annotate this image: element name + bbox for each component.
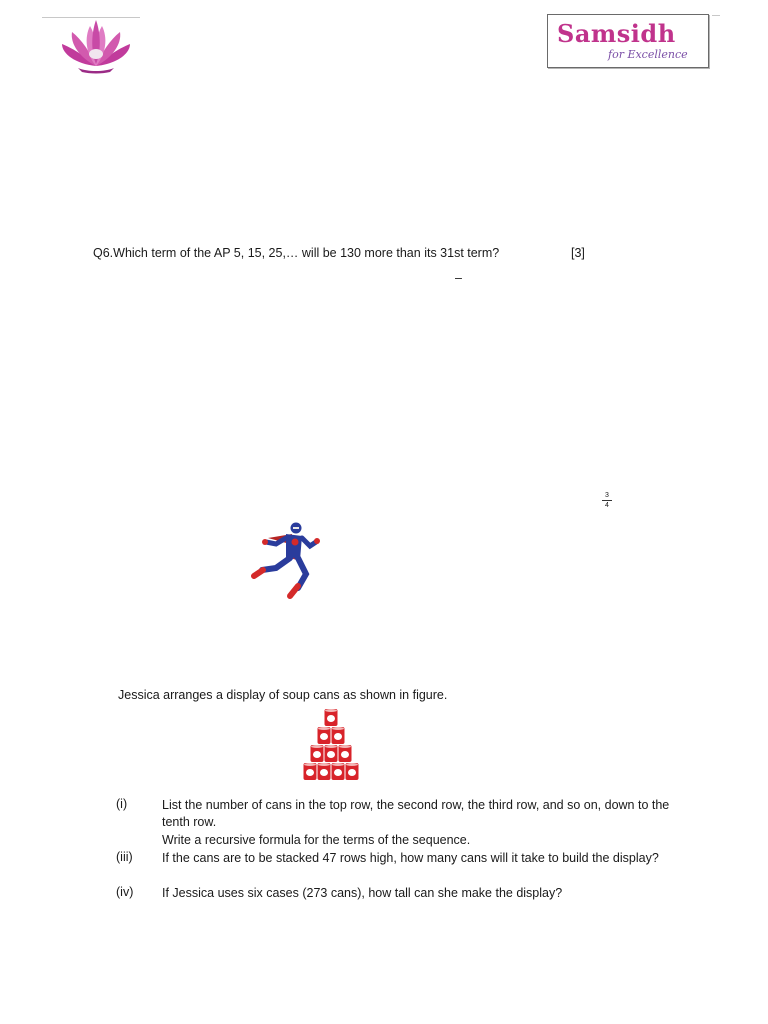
lotus-logo-icon [58, 18, 134, 74]
item-text: If Jessica uses six cases (273 cans), how tall can she make the display? [162, 886, 563, 900]
question-6-marks: [3] [571, 246, 585, 260]
case-study-intro: Jessica arranges a display of soup cans as shown in figure. [118, 688, 448, 702]
question-6-text: Q6.Which term of the AP 5, 15, 25,… will be 130 more than its 31st term? [93, 246, 500, 260]
brand-logo [547, 14, 709, 68]
soup-can-label [306, 769, 314, 776]
running-superhero-icon [250, 518, 330, 602]
brand-tagline: for Excellence [608, 48, 688, 61]
soup-can-lid [332, 763, 344, 766]
header-rule-right [712, 15, 720, 16]
soup-can-label [327, 751, 335, 758]
soup-can-stack-icon [302, 705, 360, 781]
soup-can-label [341, 751, 349, 758]
fraction-note [602, 491, 612, 510]
soup-can-label [334, 769, 342, 776]
item-number: (iv) [116, 885, 134, 899]
soup-can-label [320, 733, 328, 740]
soup-can-label [313, 751, 321, 758]
soup-can-lid [325, 745, 337, 748]
item-text: Write a recursive formula for the terms of the sequence. [162, 833, 471, 847]
fraction-numerator: 3 [602, 491, 612, 501]
soup-can-label [348, 769, 356, 776]
item-text: List the number of cans in the top row, the second row, the third row, and so on, down to the tenth row. [162, 798, 670, 829]
soup-can-lid [304, 763, 316, 766]
soup-can-lid [318, 763, 330, 766]
soup-can-lid [332, 727, 344, 730]
soup-can-lid [311, 745, 323, 748]
item-number: (i) [116, 797, 128, 811]
soup-can-lid [346, 763, 358, 766]
soup-can-lid [318, 727, 330, 730]
stray-dash: – [455, 271, 462, 285]
soup-can-label [320, 769, 328, 776]
soup-can-label [327, 715, 335, 722]
brand-name: Samsidh [557, 19, 676, 48]
soup-can-lid [325, 709, 337, 712]
item-number: (iii) [116, 850, 133, 864]
soup-can-lid [339, 745, 351, 748]
fraction-denominator: 4 [605, 502, 609, 509]
soup-can-label [334, 733, 342, 740]
item-text: If the cans are to be stacked 47 rows high, how many cans will it take to build the display? [162, 851, 659, 865]
